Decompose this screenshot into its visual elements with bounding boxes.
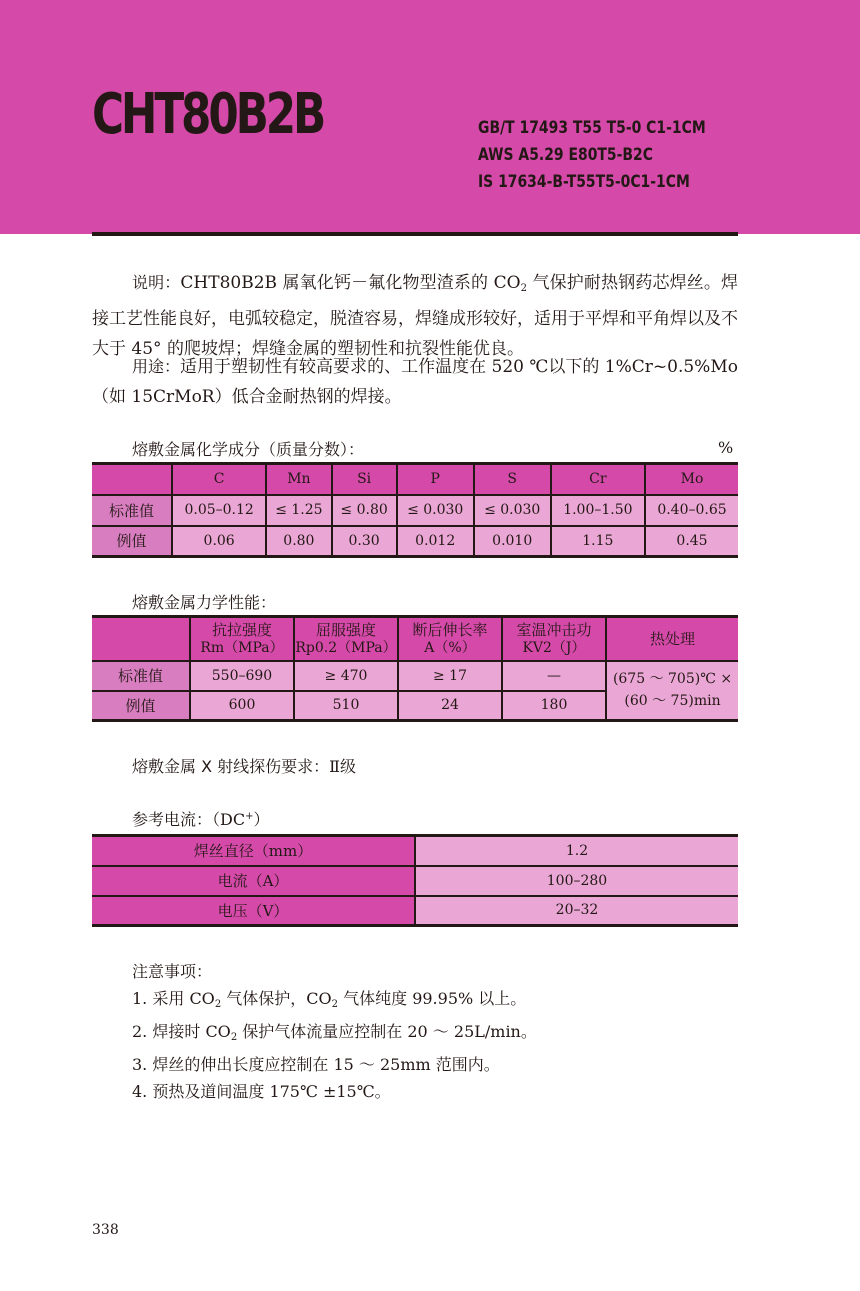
- heat-treatment-temp: (675 ～ 705)℃ ×: [612, 671, 733, 688]
- table-cell: ≤ 0.030: [397, 495, 474, 526]
- table-cell: 电流（A）: [92, 866, 415, 896]
- chemical-header-cell: C: [172, 464, 266, 495]
- standard-gb: GB/T 17493 T55 T5-0 C1-1CM: [478, 118, 706, 138]
- note-sub: 2: [331, 999, 339, 1010]
- table-cell: 510: [294, 691, 398, 721]
- column-name: 抗拉强度: [211, 620, 272, 639]
- standards-list: [478, 115, 706, 196]
- current-table: [92, 834, 738, 927]
- table-cell: ≥ 470: [294, 661, 398, 691]
- mechanical-header-cell: [398, 617, 502, 661]
- mechanical-header-cell: [606, 617, 738, 661]
- note-text: 气体纯度 99.95% 以上。: [338, 989, 527, 1008]
- notes-section: [132, 958, 537, 1105]
- table-cell: 0.45: [645, 526, 738, 557]
- note-item: [132, 985, 537, 1018]
- column-name: 热处理: [649, 629, 695, 648]
- chemical-header-cell: P: [397, 464, 474, 495]
- table-row: [92, 896, 738, 926]
- chemical-table: [92, 462, 738, 558]
- notes-title: 注意事项：: [132, 962, 213, 981]
- page-number: 338: [92, 1222, 119, 1238]
- table-cell: 标准值: [92, 661, 190, 691]
- current-title: 参考电流：: [132, 810, 213, 829]
- table-cell: 600: [190, 691, 294, 721]
- description-text-post: 气保护耐热钢药芯焊丝。焊接工艺性能良好，电弧较稳定，脱渣容易，焊缝成形较好，适用于平焊和平角焊以及不大于 45° 的爬坡焊；焊缝金属的塑韧性和抗裂性能优良。: [92, 273, 738, 359]
- table-cell: 550–690: [190, 661, 294, 691]
- table-cell: ≤ 0.030: [474, 495, 551, 526]
- table-cell: 24: [398, 691, 502, 721]
- table-cell: ≤ 1.25: [266, 495, 331, 526]
- xray-value: Ⅱ级: [329, 757, 357, 776]
- table-cell: 例值: [92, 691, 190, 721]
- table-row: [92, 836, 738, 866]
- table-cell: 1.15: [551, 526, 645, 557]
- note-sub: 2: [230, 1032, 238, 1043]
- column-unit: Rp0.2（MPa）: [295, 639, 397, 656]
- column-unit: Rm（MPa）: [200, 639, 284, 656]
- current-type-sup: +: [245, 811, 254, 822]
- chemical-header-cell: Si: [332, 464, 397, 495]
- chemical-header-row: [92, 464, 738, 495]
- standard-aws: AWS A5.29 E80T5-B2C: [478, 145, 653, 165]
- mechanical-table: [92, 615, 738, 722]
- table-cell: 1.2: [415, 836, 738, 866]
- usage-paragraph: [92, 352, 738, 412]
- table-cell: 180: [502, 691, 606, 721]
- chemical-unit: %: [718, 438, 734, 457]
- table-cell: 例值: [92, 526, 172, 557]
- note-item: [132, 1018, 537, 1051]
- table-row: [92, 661, 738, 691]
- product-name: CHT80B2B: [92, 82, 324, 147]
- chemical-header-cell: Cr: [551, 464, 645, 495]
- chemical-header-cell: Mo: [645, 464, 738, 495]
- description-text-pre: CHT80B2B 属氧化钙－氟化物型渣系的 CO: [180, 273, 521, 293]
- column-name: 室温冲击功: [516, 620, 592, 639]
- xray-requirement: [132, 754, 356, 777]
- chemical-header-cell: Mn: [266, 464, 331, 495]
- mechanical-title: 熔敷金属力学性能：: [132, 593, 277, 612]
- heat-treatment-cell: [606, 661, 738, 721]
- note-sub: 2: [214, 999, 222, 1010]
- note-item: 3. 焊丝的伸出长度应控制在 15 ～ 25mm 范围内。: [132, 1055, 500, 1074]
- description-sub: 2: [520, 283, 527, 294]
- note-text: 1. 采用 CO: [132, 989, 215, 1008]
- note-text: 保护气体流量应控制在 20 ～ 25L/min。: [237, 1022, 537, 1041]
- current-heading: [132, 807, 270, 830]
- current-type: （DC: [212, 810, 246, 829]
- column-unit: KV2（J）: [522, 639, 586, 656]
- table-cell: 20–32: [415, 896, 738, 926]
- table-cell: 0.012: [397, 526, 474, 557]
- table-cell: 1.00–1.50: [551, 495, 645, 526]
- table-cell: 0.06: [172, 526, 266, 557]
- table-row: [92, 866, 738, 896]
- description-paragraph: [92, 268, 738, 364]
- heat-treatment-time: (60 ～ 75)min: [624, 693, 721, 710]
- note-text: 2. 焊接时 CO: [132, 1022, 231, 1041]
- note-text: 气体保护，CO: [221, 989, 332, 1008]
- chemical-header-cell: [92, 464, 172, 495]
- table-row: [92, 495, 738, 526]
- xray-title: 熔敷金属 X 射线探伤要求：: [132, 757, 330, 776]
- standard-is: IS 17634-B-T55T5-0C1-1CM: [478, 172, 690, 192]
- table-cell: 0.05–0.12: [172, 495, 266, 526]
- mechanical-header-cell: [92, 617, 190, 661]
- table-cell: 标准值: [92, 495, 172, 526]
- note-item: 4. 预热及道间温度 175℃ ±15℃。: [132, 1082, 391, 1101]
- header-rule: [92, 232, 738, 236]
- table-cell: ≥ 17: [398, 661, 502, 691]
- table-cell: 电压（V）: [92, 896, 415, 926]
- column-unit: A（%）: [424, 639, 476, 656]
- column-name: 屈服强度: [315, 620, 376, 639]
- header-band: [0, 0, 860, 234]
- column-name: 断后伸长率: [412, 620, 488, 639]
- table-cell: 0.80: [266, 526, 331, 557]
- chemical-title: 熔敷金属化学成分（质量分数）：: [132, 440, 365, 459]
- table-cell: 焊丝直径（mm）: [92, 836, 415, 866]
- mechanical-header-cell: [190, 617, 294, 661]
- chemical-header-cell: S: [474, 464, 551, 495]
- mechanical-header-cell: [294, 617, 398, 661]
- table-cell: —: [502, 661, 606, 691]
- usage-text: 适用于塑韧性有较高要求的、工作温度在 520 ℃以下的 1%Cr~0.5%Mo（如 15CrMoR）低合金耐热钢的焊接。: [92, 357, 738, 407]
- usage-label: 用途：: [132, 357, 181, 376]
- table-cell: 100–280: [415, 866, 738, 896]
- table-cell: 0.30: [332, 526, 397, 557]
- table-cell: 0.010: [474, 526, 551, 557]
- table-row: [92, 526, 738, 557]
- table-cell: 0.40–0.65: [645, 495, 738, 526]
- mechanical-header-cell: [502, 617, 606, 661]
- current-type-end: ）: [253, 810, 270, 829]
- table-cell: ≤ 0.80: [332, 495, 397, 526]
- description-label: 说明：: [132, 273, 181, 292]
- mechanical-header-row: [92, 617, 738, 661]
